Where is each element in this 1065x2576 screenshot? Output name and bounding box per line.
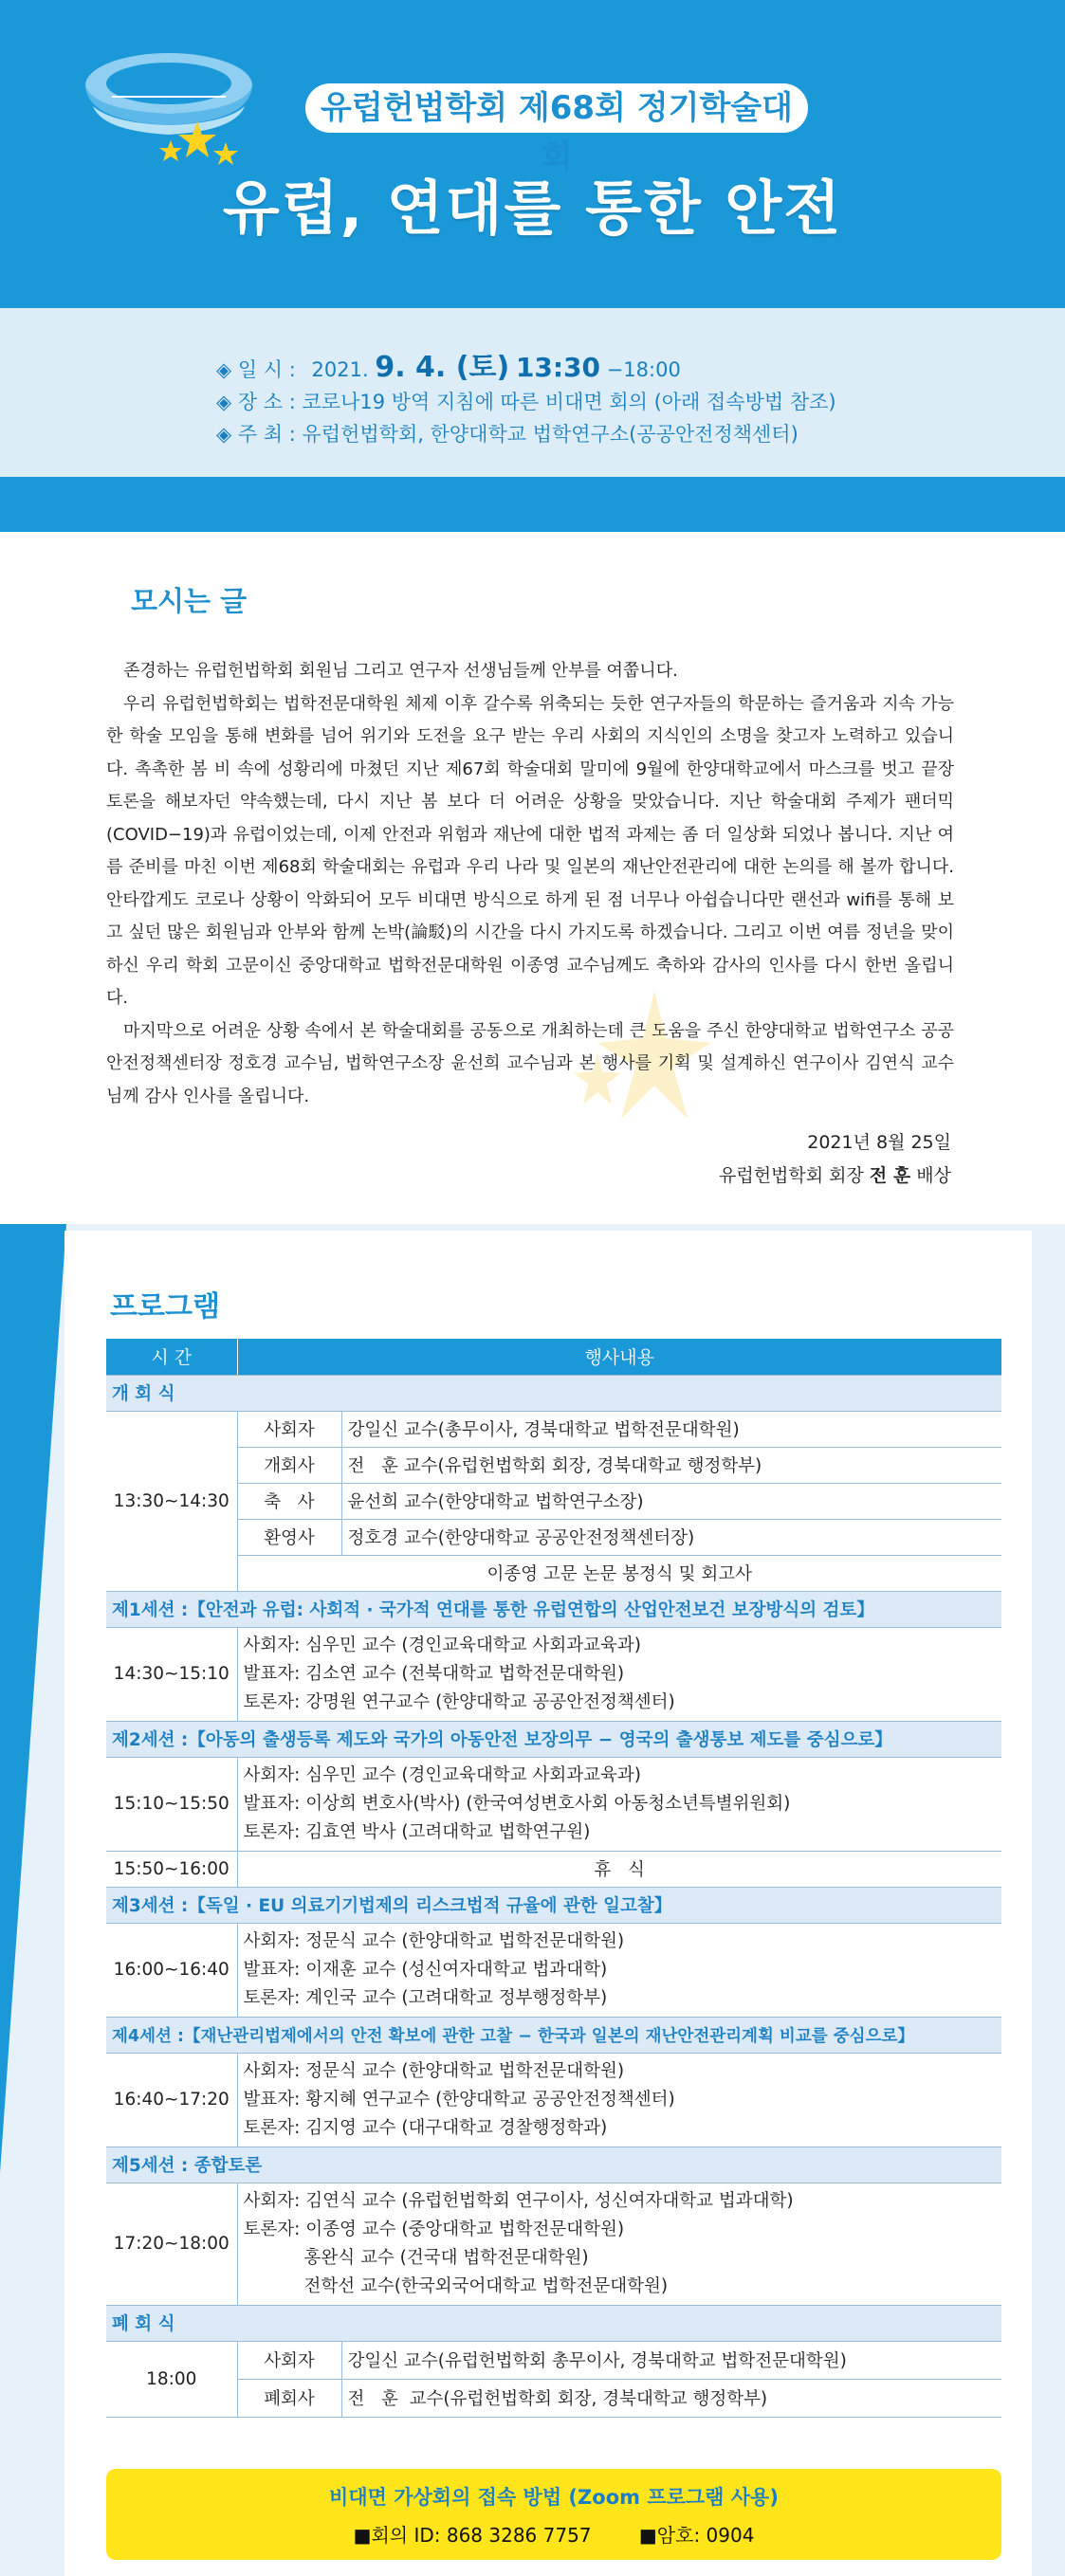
- date-end: −18:00: [606, 358, 681, 381]
- session3-line: 토론자: 계인국 교수 (고려대학교 정부행정학부): [243, 1987, 608, 2008]
- session3-people: [237, 1923, 1001, 2017]
- session5-time: 17:20∼18:00: [106, 2183, 237, 2305]
- closing-time: 18:00: [106, 2341, 237, 2417]
- col-time-header: 시 간: [106, 1339, 237, 1375]
- opening-role-3: 축 사: [237, 1483, 341, 1519]
- session5-line: 토론자: 이종영 교수 (중앙대학교 법학전문대학원): [243, 2219, 625, 2239]
- session1-people: [237, 1627, 1001, 1721]
- opening-role-2: 개회사: [237, 1447, 341, 1483]
- header-banner: [0, 0, 1065, 308]
- parliament-stars-logo: [83, 47, 278, 178]
- session1-line: 발표자: 김소연 교수 (전북대학교 법학전문대학원): [243, 1663, 625, 1684]
- session4-line: 사회자: 정문식 교수 (한양대학교 법학전문대학원): [243, 2060, 625, 2081]
- closing-text-1: 강일신 교수(유럽헌법학회 총무이사, 경북대학교 법학전문대학원): [341, 2341, 1001, 2379]
- break-time: 15:50∼16:00: [106, 1851, 237, 1887]
- date-time: 13:30: [515, 352, 600, 383]
- date-label: ◈ 일 시 :: [216, 358, 296, 381]
- session1-time: 14:30∼15:10: [106, 1627, 237, 1721]
- date-year: 2021.: [311, 358, 369, 381]
- session5-title: 제5세션 : 종합토론: [106, 2147, 1001, 2183]
- session3-line: 발표자: 이재훈 교수 (성신여자대학교 법과대학): [243, 1959, 608, 1980]
- session3-line: 사회자: 정문식 교수 (한양대학교 법학전문대학원): [243, 1930, 625, 1951]
- letter-body: [106, 655, 954, 1113]
- program-title: 프로그램: [110, 1290, 220, 1324]
- session1-line: 사회자: 심우민 교수 (경인교육대학교 사회과교육과): [243, 1635, 641, 1655]
- session5-line: 전학선 교수(한국외국어대학교 법학전문대학원): [303, 2275, 669, 2296]
- session4-time: 16:40∼17:20: [106, 2053, 237, 2147]
- letter-title: 모시는 글: [131, 585, 248, 617]
- session2-people: [237, 1757, 1001, 1851]
- sign-name: 전 훈: [869, 1165, 911, 1186]
- program-table: [106, 1339, 1001, 2418]
- session5-people: [237, 2183, 1001, 2305]
- info-host: [216, 419, 799, 448]
- zoom-password[interactable]: ■암호: 0904: [638, 2524, 755, 2547]
- opening-text-3: 윤선희 교수(한양대학교 법학연구소장): [341, 1483, 1001, 1519]
- session3-time: 16:00∼16:40: [106, 1923, 237, 2017]
- date-day: 9. 4. (토): [375, 351, 510, 384]
- closing-role-1: 사회자: [237, 2341, 341, 2379]
- opening-text-4: 정호경 교수(한양대학교 공공안전정책센터장): [341, 1519, 1001, 1555]
- session2-time: 15:10∼15:50: [106, 1757, 237, 1851]
- page-title: 유럽, 연대를 통한 안전: [222, 174, 843, 243]
- session2-title: 제2세션 :【아동의 출생등록 제도와 국가의 아동안전 보장의무 − 영국의 출생통보 제도를 중심으로】: [106, 1721, 1001, 1757]
- session4-line: 발표자: 황지혜 연구교수 (한양대학교 공공안전정책센터): [243, 2089, 675, 2110]
- sign-suffix: 배상: [910, 1165, 951, 1186]
- opening-text-1: 강일신 교수(총무이사, 경북대학교 법학전문대학원): [341, 1411, 1001, 1447]
- letter-date: 2021년 8월 25일: [807, 1132, 951, 1153]
- session1-title: 제1세션 :【안전과 유럽: 사회적 · 국가적 연대를 통한 유럽연합의 산업안전보건 보장방식의 검토】: [106, 1591, 1001, 1627]
- letter-signature: [719, 1161, 951, 1187]
- opening-title: 개 회 식: [106, 1375, 1001, 1411]
- zoom-info: [106, 2520, 1001, 2548]
- session5-line: 사회자: 김연식 교수 (유럽헌법학회 연구이사, 성신여자대학교 법과대학): [243, 2190, 794, 2211]
- letter-paragraph-2: 우리 유럽헌법학회는 법학전문대학원 체제 이후 갈수록 위축되는 듯한 연구자들의 학문하는 즐거움과 지속 가능한 학술 모임을 통해 변화를 넘어 위기와 도전을 요구 받는 우리 사회의 지식인의 소명을 찾고자 노력하고 있습니다. 촉촉한 봄 비 속에 성황리에 마쳤던 지난 제67회 학술대회 말미에 9월에 한양대학교에서 마스크를 벗고 끝장 토론을 해보자던 약속했는데, 다시 지난 봄 보다 더 어려운 상황을 맞았습니다. 지난 학술대회 주제가 팬더믹(COVID−19)과 유럽이었는데, 이제 안전과 위험과 재난에 대한 법적 과제는 좀 더 일상화 되었나 봅니다. 지난 여름 준비를 마친 이번 제68회 학술대회는 유럽과 우리 나라 및 일본의 재난안전관리에 대한 논의를 해 볼까 합니다. 안타깝게도 코로나 상황이 악화되어 모두 비대면 방식으로 하게 된 점 너무나 아쉽습니다만 랜선과 wifi를 통해 보고 싶던 많은 회원님과 안부와 함께 논박(論駁)의 시간을 다시 가지도록 하겠습니다. 그리고 이번 여름 정년을 맞이하신 우리 학회 고문이신 중앙대학교 법학전문대학원 이종영 교수님께도 축하와 감사의 인사를 다시 한번 올립니다.: [106, 693, 954, 1008]
- session2-line: 토론자: 김효연 박사 (고려대학교 법학연구원): [243, 1821, 591, 1842]
- session2-line: 사회자: 심우민 교수 (경인교육대학교 사회과교육과): [243, 1764, 641, 1785]
- divider-bar: [0, 477, 1065, 532]
- info-place: [216, 387, 836, 415]
- closing-text-2: 전 훈 교수(유럽헌법학회 회장, 경북대학교 행정학부): [341, 2379, 1001, 2417]
- zoom-title: 비대면 가상회의 접속 방법 (Zoom 프로그램 사용): [329, 2486, 779, 2509]
- host-value: 유럽헌법학회, 한양대학교 법학연구소(공공안전정책센터): [302, 423, 799, 446]
- place-value: 코로나19 방역 지침에 따른 비대면 회의 (아래 접속방법 참조): [302, 391, 836, 413]
- session5-line: 홍완식 교수 (건국대 법학전문대학원): [303, 2247, 589, 2268]
- opening-role-4: 환영사: [237, 1519, 341, 1555]
- opening-role-1: 사회자: [237, 1411, 341, 1447]
- opening-time: 13:30∼14:30: [106, 1411, 237, 1591]
- session4-people: [237, 2053, 1001, 2147]
- session2-line: 발표자: 이상희 변호사(박사) (한국여성변호사회 아동청소년특별위원회): [243, 1793, 791, 1814]
- letter-paragraph-3: 마지막으로 어려운 상황 속에서 본 학술대회를 공동으로 개최하는데 큰 도움을 주신 한양대학교 법학연구소 공공안전정책센터장 정호경 교수님, 법학연구소장 윤선희 교수님과 본 행사를 기획 및 설계하신 연구이사 김연식 교수님께 감사 인사를 올립니다.: [106, 1020, 954, 1106]
- col-content-header: 행사내용: [237, 1339, 1001, 1375]
- host-label: ◈ 주 최 :: [216, 423, 296, 446]
- sign-prefix: 유럽헌법학회 회장: [719, 1165, 870, 1186]
- place-label: ◈ 장 소 :: [216, 391, 296, 413]
- session3-title: 제3세션 :【독일 · EU 의료기기법제의 리스크법적 규율에 관한 일고찰】: [106, 1887, 1001, 1923]
- zoom-meeting-id[interactable]: ■회의 ID: 868 3286 7757: [353, 2524, 592, 2547]
- session1-line: 토론자: 강명원 연구교수 (한양대학교 공공안전정책센터): [243, 1691, 675, 1712]
- zoom-access-box: [106, 2469, 1001, 2560]
- closing-role-2: 폐회사: [237, 2379, 341, 2417]
- event-name-pill: 유럽헌법학회 제68회 정기학술대회: [305, 83, 808, 133]
- session4-title: 제4세션 :【재난관리법제에서의 안전 확보에 관한 고찰 − 한국과 일본의 재난안전관리계획 비교를 중심으로】: [106, 2017, 1001, 2053]
- closing-title: 폐 회 식: [106, 2305, 1001, 2341]
- session4-line: 토론자: 김지영 교수 (대구대학교 경찰행정학과): [243, 2117, 608, 2138]
- letter-paragraph-1: 존경하는 유럽헌법학회 회원님 그리고 연구자 선생님들께 안부를 여쭙니다.: [123, 661, 678, 681]
- opening-text-2: 전 훈 교수(유럽헌법학회 회장, 경북대학교 행정학부): [341, 1447, 1001, 1483]
- opening-extra: 이종영 고문 논문 봉정식 및 회고사: [237, 1555, 1001, 1591]
- break-text: 휴 식: [237, 1851, 1001, 1887]
- info-date: [216, 343, 681, 385]
